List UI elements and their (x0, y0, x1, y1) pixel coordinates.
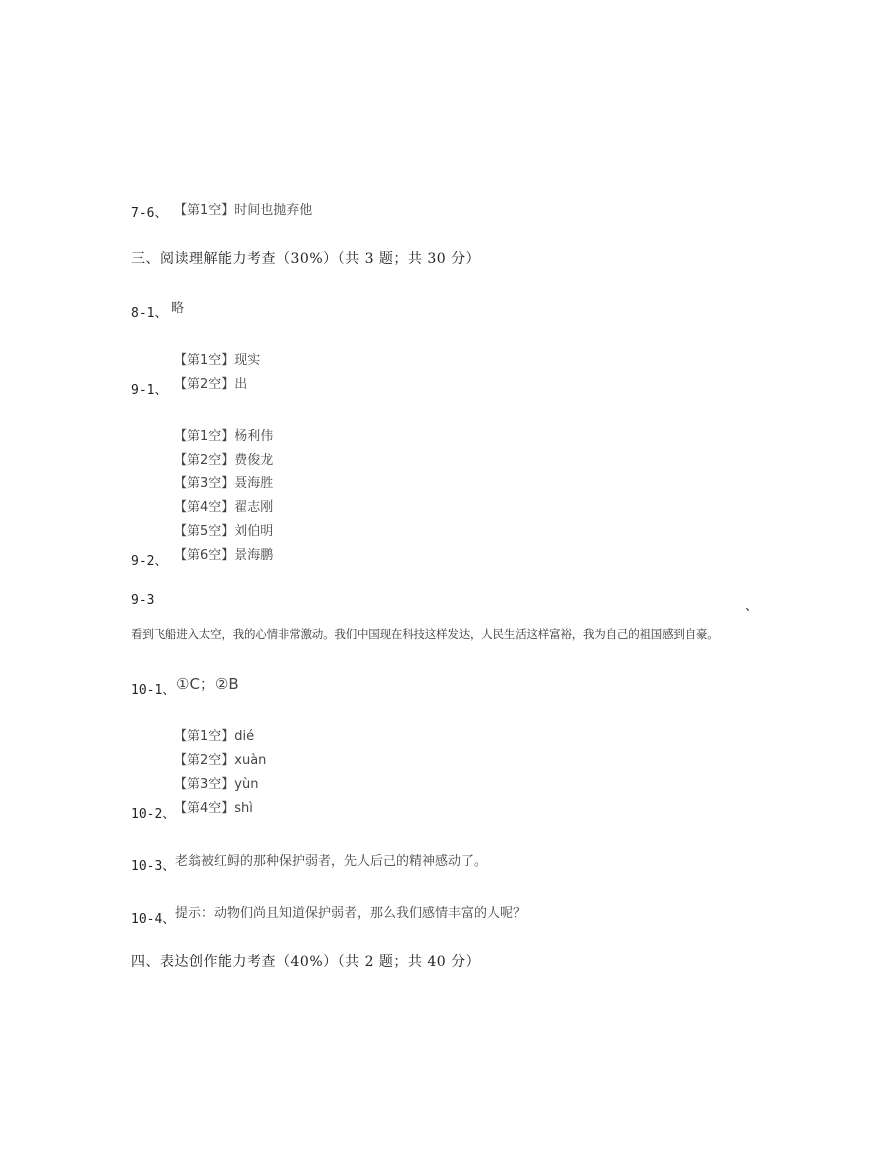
q10-4-number: 10-4、 (131, 912, 176, 927)
q7-6-number: 7-6、 (131, 206, 168, 221)
section-3-heading: 三、阅读理解能力考查（30%）（共 3 题；共 30 分） (131, 251, 481, 267)
q9-3-answer: 看到飞船进入太空，我的心情非常激动。我们中国现在科技这样发达，人民生活这样富裕，我为自己的祖国感到自豪。 (131, 627, 719, 641)
q9-2-blank-6: 【第6空】景海鹏 (174, 548, 274, 563)
q10-1-number: 10-1、 (131, 683, 176, 698)
q9-2-blank-1: 【第1空】杨利伟 (174, 429, 274, 444)
q9-3-mark: 、 (745, 599, 759, 614)
q9-1-number: 9-1、 (131, 383, 168, 398)
q10-3-number: 10-3、 (131, 859, 176, 874)
q10-4-answer: 提示：动物们尚且知道保护弱者，那么我们感情丰富的人呢？ (175, 906, 527, 921)
q10-2-blank-3: 【第3空】yùn (174, 777, 259, 792)
q8-1-answer: 略 (171, 301, 185, 316)
q10-2-number: 10-2、 (131, 807, 176, 822)
q9-2-blank-2: 【第2空】费俊龙 (174, 453, 274, 468)
q10-3-answer: 老翁被红鲟的那种保护弱者，先人后己的精神感动了。 (175, 854, 488, 869)
q10-2-blank-4: 【第4空】shì (174, 801, 253, 816)
q7-6-answer: 【第1空】时间也抛弃他 (174, 203, 313, 218)
q9-3-number: 9-3 (131, 593, 155, 608)
q9-2-blank-4: 【第4空】翟志刚 (174, 500, 274, 515)
q10-1-answer: ①C；②B (176, 675, 239, 693)
section-4-heading: 四、表达创作能力考查（40%）（共 2 题；共 40 分） (131, 954, 481, 970)
q9-2-blank-5: 【第5空】刘伯明 (174, 524, 274, 539)
q9-2-number: 9-2、 (131, 554, 168, 569)
q10-2-blank-2: 【第2空】xuàn (174, 753, 267, 768)
q9-1-blank-2: 【第2空】出 (174, 377, 248, 392)
q8-1-number: 8-1、 (131, 306, 168, 321)
q9-1-blank-1: 【第1空】现实 (174, 353, 261, 368)
q10-2-blank-1: 【第1空】dié (174, 729, 255, 744)
q9-2-blank-3: 【第3空】聂海胜 (174, 476, 274, 491)
